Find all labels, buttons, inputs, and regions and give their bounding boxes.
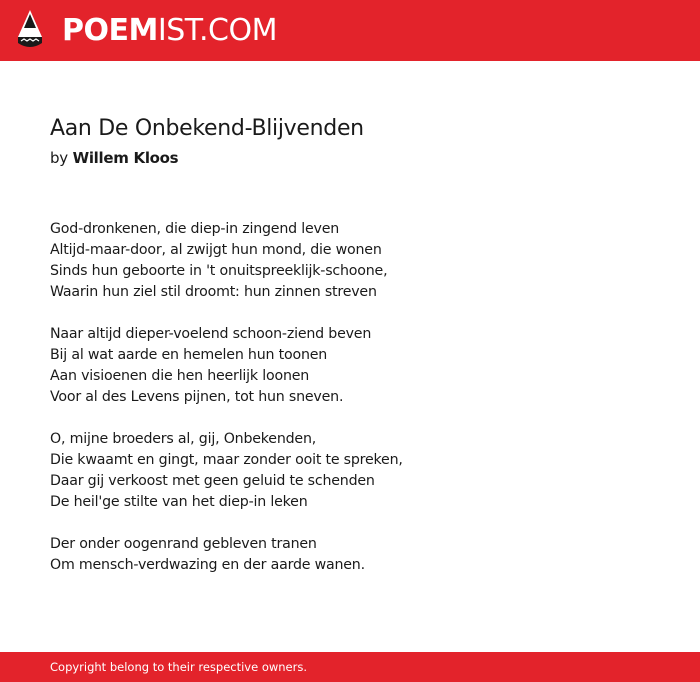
- poem-title: Aan De Onbekend-Blijvenden: [50, 116, 364, 141]
- site-header: [0, 0, 700, 61]
- poem-line: Voor al des Levens pijnen, tot hun sneven.: [50, 389, 344, 405]
- poem-line: God-dronkenen, die diep-in zingend leven: [50, 221, 340, 237]
- poem-line: De heil'ge stilte van het diep-in leken: [50, 494, 308, 510]
- stanza: [50, 324, 650, 408]
- poem-line: Aan visioenen die hen heerlijk loonen: [50, 368, 310, 384]
- logo-light-text: IST.COM: [157, 13, 277, 48]
- stanza: [50, 534, 650, 576]
- poem-line: Bij al wat aarde en hemelen hun toonen: [50, 347, 328, 363]
- poem-line: Waarin hun ziel stil droomt: hun zinnen streven: [50, 284, 377, 300]
- poem-line: Naar altijd dieper-voelend schoon-ziend beven: [50, 326, 372, 342]
- site-logo[interactable]: [62, 10, 277, 51]
- poem-line: Om mensch-verdwazing en der aarde wanen.: [50, 557, 365, 573]
- stanza: [50, 219, 650, 303]
- poem-body: [50, 219, 650, 597]
- author-name: Willem Kloos: [72, 149, 179, 167]
- logo-bold-text: POEM: [62, 13, 158, 48]
- poem-line: Daar gij verkoost met geen geluid te schenden: [50, 473, 375, 489]
- poem-line: Die kwaamt en gingt, maar zonder ooit te spreken,: [50, 452, 403, 468]
- copyright-text: Copyright belong to their respective owners.: [50, 660, 308, 674]
- poem-line: Sinds hun geboorte in 't onuitspreeklijk-schoone,: [50, 263, 388, 279]
- pencil-icon[interactable]: [18, 10, 42, 51]
- site-footer: [0, 652, 700, 682]
- poem-line: Der onder oogenrand gebleven tranen: [50, 536, 317, 552]
- poem-line: O, mijne broeders al, gij, Onbekenden,: [50, 431, 317, 447]
- poem-line: Altijd-maar-door, al zwijgt hun mond, die wonen: [50, 242, 382, 258]
- byline-prefix: by: [50, 149, 68, 167]
- stanza: [50, 429, 650, 513]
- byline: [50, 149, 178, 167]
